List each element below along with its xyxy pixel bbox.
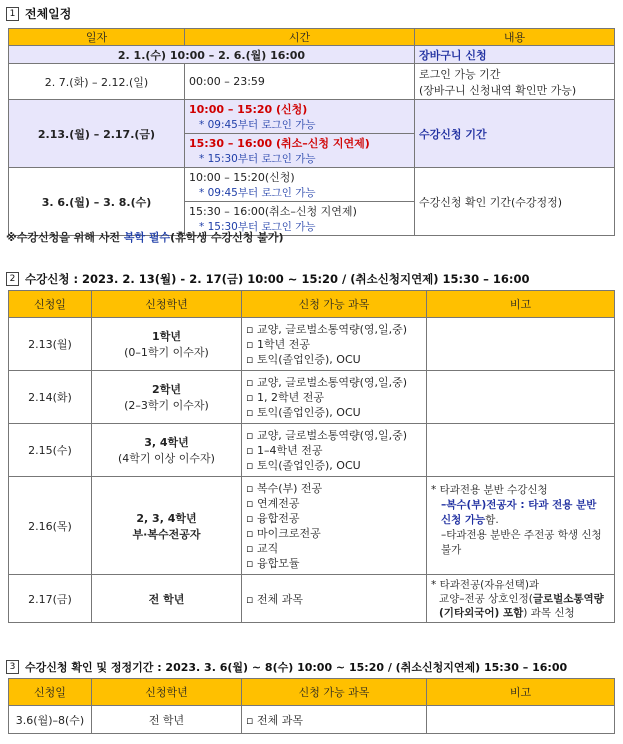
row3-time2-note: * 15:30부터 로그인 가능 <box>199 153 316 165</box>
grade-label: 2학년 <box>152 383 181 396</box>
grade-label: 2, 3, 4학년 <box>136 511 197 525</box>
remark-line <box>431 592 610 620</box>
row3-time2: 15:30 – 16:00 (취소–신청 지연제) <box>189 137 370 150</box>
remark-line: –타과전용 분반은 주전공 학생 신청 불가 <box>441 529 602 556</box>
remark-tail: 함. <box>485 514 499 526</box>
table-row-subjects <box>242 477 427 575</box>
row4-time <box>185 168 415 236</box>
remark-line <box>431 498 610 528</box>
remark-em2: 타과 전용 분반 신청 가능 <box>441 499 597 526</box>
row4-time2: 15:30 – 16:00(취소–신청 지연제) <box>189 205 357 218</box>
row1-date: 2. 1.(수) 10:00 – 2. 6.(월) 16:00 <box>9 46 415 64</box>
grade-sub: (2–3학기 이수자) <box>124 399 209 412</box>
section-title-text: 수강신청 확인 및 정정기간 : 2023. 3. 6(월) ~ 8(수) 10:00 ~ 15:20 / (취소신청지연제) 15:30 – 16:00 <box>25 661 568 674</box>
subject-item: ▫ 토익(졸업인증), OCU <box>246 458 361 472</box>
grade-sub: (4학기 이상 이수자) <box>118 452 215 465</box>
table-row-grade: 전 학년 <box>92 575 242 623</box>
header-grade: 신청학년 <box>92 679 242 706</box>
remark-text: 교양–전공 상호인정( <box>439 592 533 605</box>
table-row-grade <box>92 477 242 575</box>
row3-time1-note: * 09:45부터 로그인 가능 <box>199 119 316 131</box>
subject-item: ▫ 교직 <box>246 541 279 555</box>
remark-line: * 타과전공(자유선택)과 <box>431 578 540 591</box>
table-row-remark <box>427 318 615 371</box>
subject-item: ▫ 연계전공 <box>246 496 300 510</box>
row1-content: 장바구니 신청 <box>415 46 615 64</box>
remark-em: –복수(부)전공자 : <box>441 499 529 511</box>
header-date: 일자 <box>9 29 185 46</box>
row3-content: 수강신청 기간 <box>415 100 615 168</box>
header-apply-date: 신청일 <box>9 291 92 318</box>
row3-date: 2.13.(월) – 2.17.(금) <box>9 100 185 168</box>
subject-item: ▫ 1, 2학년 전공 <box>246 390 324 404</box>
row2-date: 2. 7.(화) – 2.12.(일) <box>9 64 185 100</box>
row2-content-line2: (장바구니 신청내역 확인만 가능) <box>419 83 577 97</box>
subject-item: ▫ 1학년 전공 <box>246 337 310 351</box>
table-row-remark <box>427 424 615 477</box>
table-row-remark <box>427 706 615 734</box>
row4-time1-note: * 09:45부터 로그인 가능 <box>199 187 316 199</box>
table-row-grade <box>92 371 242 424</box>
table-row-date: 3.6(월)–8(수) <box>9 706 92 734</box>
table-row-date: 2.13(월) <box>9 318 92 371</box>
subject-item: ▫ 토익(졸업인증), OCU <box>246 405 361 419</box>
subject-item: ▫ 토익(졸업인증), OCU <box>246 352 361 366</box>
header-subjects: 신청 가능 과목 <box>242 679 427 706</box>
header-subjects: 신청 가능 과목 <box>242 291 427 318</box>
note-emphasis: 복학 필수 <box>123 231 171 244</box>
section-title-text: 전체일정 <box>25 7 72 21</box>
section-title-text: 수강신청 : 2023. 2. 13(월) - 2. 17(금) 10:00 ~ 15:20 / (취소신청지연제) 15:30 – 16:00 <box>25 272 530 286</box>
table-row-grade <box>92 318 242 371</box>
row2-content-line1: 로그인 가능 기간 <box>419 67 501 81</box>
grade-sub: (0–1학기 이수자) <box>124 346 209 359</box>
remark-tail: ) 과목 신청 <box>523 606 575 619</box>
header-remarks: 비고 <box>427 291 615 318</box>
subject-item: ▫ 1–4학년 전공 <box>246 443 323 457</box>
table-row-date: 2.17(금) <box>9 575 92 623</box>
correction-period-table <box>8 678 615 734</box>
subject-item: ▫ 교양, 글로벌소통역량(영,일,중) <box>246 428 408 442</box>
subject-item: ▫ 마이크로전공 <box>246 526 321 540</box>
row2-time: 00:00 – 23:59 <box>185 64 415 100</box>
overall-schedule-table <box>8 28 615 236</box>
section-3-title <box>6 659 567 675</box>
note-prefix: ※수강신청을 위해 사전 <box>6 231 124 244</box>
table-row-grade: 전 학년 <box>92 706 242 734</box>
header-remarks: 비고 <box>427 679 615 706</box>
header-apply-date: 신청일 <box>9 679 92 706</box>
row4-time2-note: * 15:30부터 로그인 가능 <box>199 221 316 233</box>
row4-date: 3. 6.(월) – 3. 8.(수) <box>9 168 185 236</box>
header-grade: 신청학년 <box>92 291 242 318</box>
row2-content <box>415 64 615 100</box>
subject-item: ▫ 교양, 글로벌소통역량(영,일,중) <box>246 375 408 389</box>
subject-item: ▫ 교양, 글로벌소통역량(영,일,중) <box>246 322 408 336</box>
row4-content: 수강신청 확인 기간(수강정정) <box>415 168 615 236</box>
grade-label: 1학년 <box>152 330 181 343</box>
header-time: 시간 <box>185 29 415 46</box>
row4-time1: 10:00 – 15:20(신청) <box>189 171 295 184</box>
table-row-date: 2.16(목) <box>9 477 92 575</box>
table-row-remark <box>427 477 615 575</box>
leave-of-absence-note <box>6 229 284 245</box>
table-row-subjects: ▫ 전체 과목 <box>242 706 427 734</box>
table-row-subjects <box>242 318 427 371</box>
table-row-grade <box>92 424 242 477</box>
section-number-box: 1 <box>6 7 19 21</box>
header-content: 내용 <box>415 29 615 46</box>
section-2-title <box>6 271 530 287</box>
table-row-subjects <box>242 424 427 477</box>
table-row-subjects: ▫ 전체 과목 <box>242 575 427 623</box>
note-suffix: (휴학생 수강신청 불가) <box>170 231 284 244</box>
row3-time1: 10:00 – 15:20 (신청) <box>189 103 308 116</box>
remark-em: 글로벌소통역량(기타외국어) 포함 <box>439 592 604 619</box>
subject-item: ▫ 융합전공 <box>246 511 300 525</box>
remark-line: * 타과전용 분반 수강신청 <box>431 484 548 496</box>
table-row-remark <box>427 371 615 424</box>
grade-sub: 부·복수전공자 <box>132 527 201 541</box>
table-row-remark <box>427 575 615 623</box>
subject-item: ▫ 복수(부) 전공 <box>246 481 323 495</box>
section-number-box: 3 <box>6 660 19 674</box>
grade-label: 3, 4학년 <box>144 436 189 449</box>
table-row-date: 2.15(수) <box>9 424 92 477</box>
table-row-subjects <box>242 371 427 424</box>
table-row-date: 2.14(화) <box>9 371 92 424</box>
section-1-title <box>6 5 71 22</box>
subject-item: ▫ 융합모듈 <box>246 556 300 570</box>
row3-time <box>185 100 415 168</box>
section-number-box: 2 <box>6 272 19 286</box>
registration-table <box>8 290 615 623</box>
